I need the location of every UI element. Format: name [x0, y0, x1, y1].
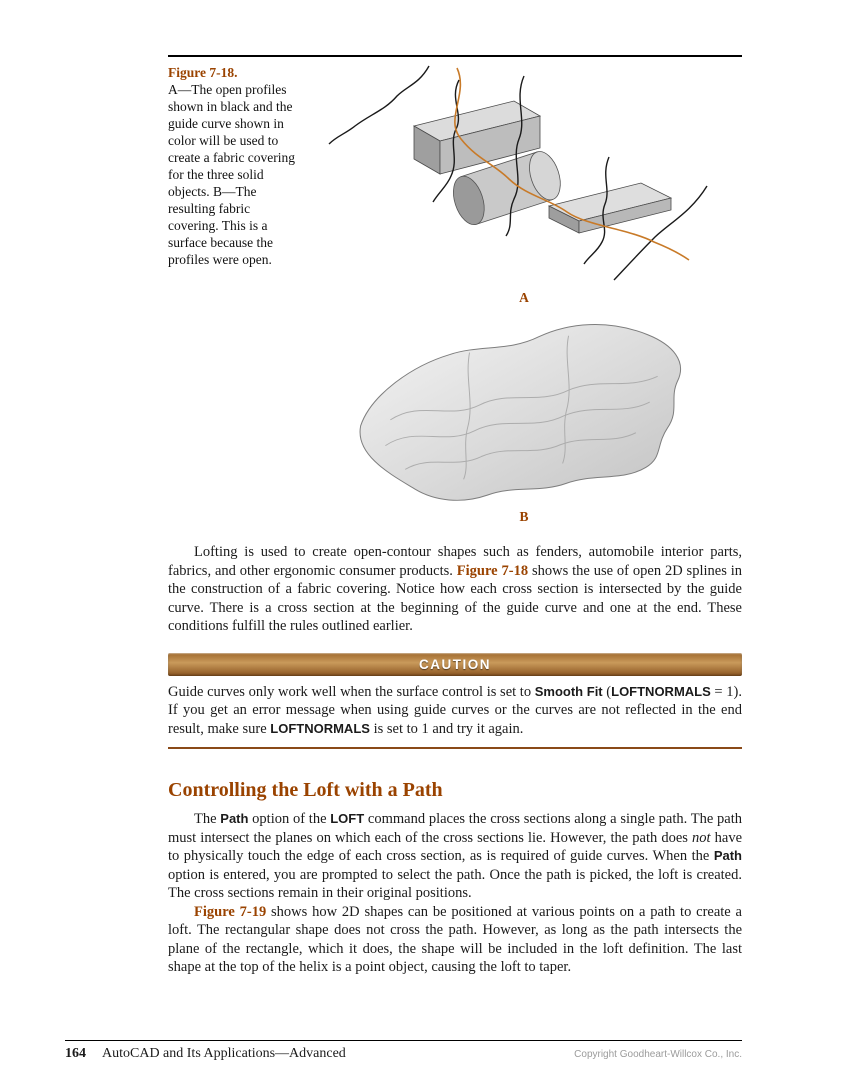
figure-art [306, 64, 742, 528]
figure-7-18 [168, 64, 742, 528]
figure-caption-body: A—The open profiles shown in black and the guide curve shown in color will be used to create a fabric covering for the three solid objects. B—The resulting fabric covering. This is a surface because the profiles were open. [168, 82, 296, 267]
caution-body: Guide curves only work well when the surface control is set to Smooth Fit (LOFTNORMALS = 1). If you get an error message when using guide curves or the curves are not reflected in the end result, make sure LOFTNORMALS is set to 1 and try it again. [168, 683, 742, 737]
figure-a-illustration [306, 64, 742, 288]
figure-label-b: B [519, 509, 529, 524]
footer-copyright: Copyright Goodheart-Willcox Co., Inc. [574, 1049, 742, 1060]
caution-bottom-rule [168, 747, 742, 749]
caution-header [168, 653, 742, 676]
footer-book-title: AutoCAD and Its Applications—Advanced [102, 1046, 346, 1061]
page-content [168, 55, 742, 977]
top-rule [168, 55, 742, 57]
page-footer [65, 1040, 742, 1062]
figure-caption-title: Figure 7-18. [168, 65, 238, 80]
section-heading: Controlling the Loft with a Path [168, 779, 443, 801]
figure-caption [168, 64, 306, 528]
caution-title: CAUTION [419, 656, 491, 672]
fabric-surface [360, 324, 681, 500]
paragraph-lofting: Lofting is used to create open-contour shapes such as fenders, automobile interior parts, fabrics, and other ergonomic consumer products. Figure 7-18 shows the use of open 2D splines in the construction of a fabric covering. Notice how each cross section is intersected by the guide curve. There is a cross section at the beginning of the guide curve and one at the end. These conditions fulfill the rules outlined earlier. [168, 544, 743, 634]
figure-b-illustration [306, 309, 742, 507]
figure-label-a: A [519, 290, 529, 305]
caution-box [168, 653, 742, 750]
guide-curve-path [455, 68, 689, 260]
plate-solid [549, 183, 671, 233]
paragraph-figure-7-19: Figure 7-19 shows how 2D shapes can be positioned at various points on a path to create a loft. The rectangular shape does not cross the path. However, as long as the path intersects the plane of the rectangle, which it does, the shape will be included in the loft definition. The last shape at the top of the helix is a point object, causing the loft to taper. [168, 903, 742, 975]
page-number: 164 [65, 1046, 86, 1061]
paragraph-path-option: The Path option of the LOFT command places the cross sections along a single path. The path must intersect the planes on which each of the cross sections lie. However, the path does not have to physically touch the edge of each cross section, as is required of guide curves. When the Path option is entered, you are prompted to select the path. Once the path is picked, the loft is created. The cross sections remain in their original positions. [168, 811, 743, 901]
